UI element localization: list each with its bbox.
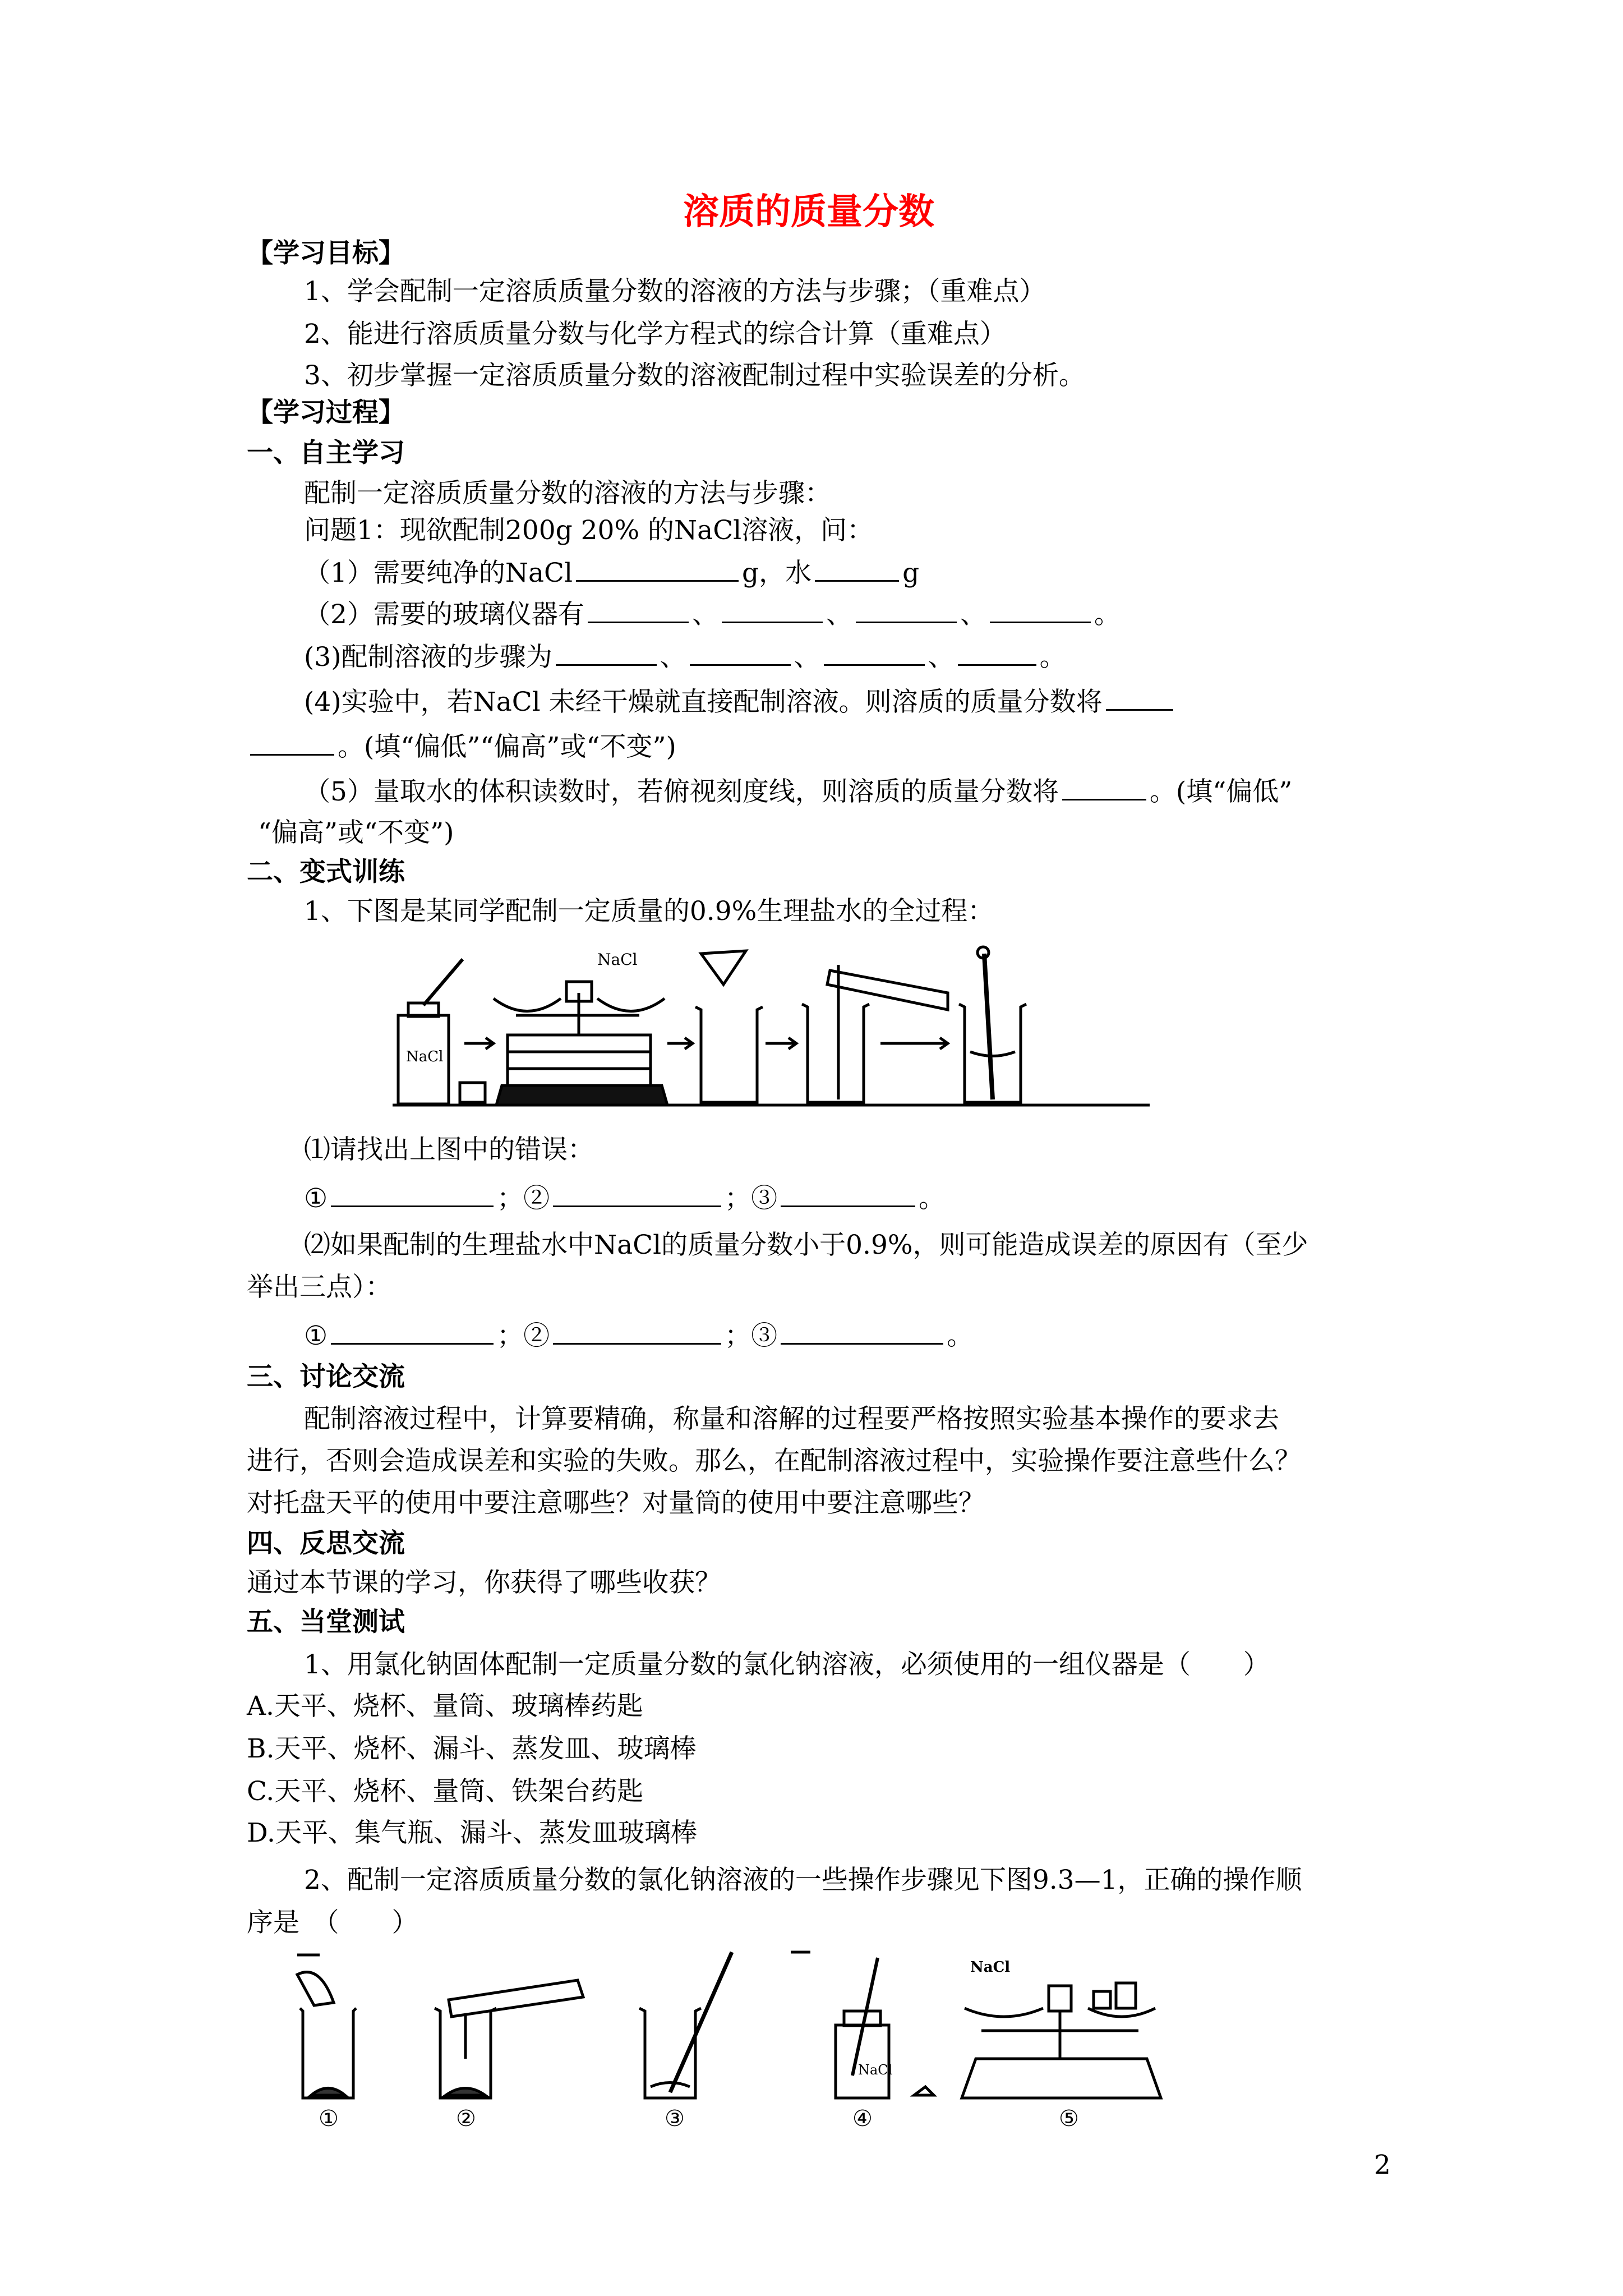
step3-beaker xyxy=(639,2008,701,2098)
balance xyxy=(494,950,667,1105)
s3-para-2: 进行，否则会造成误差和实验的失败。那么，在配制溶液过程中，实验操作要注意些什么？ xyxy=(247,1446,1301,1476)
reason-blank-2[interactable] xyxy=(553,1318,721,1345)
section-3-heading: 三、讨论交流 xyxy=(247,1361,405,1392)
saline-process-figure xyxy=(387,942,1155,1114)
s5-question-2b: 序是 （ ） xyxy=(247,1907,418,1938)
step-label-2: ② xyxy=(456,2106,476,2132)
operation-steps-svg xyxy=(280,1947,1200,2132)
bottle-label: NaCl xyxy=(406,1048,444,1065)
section-5-heading: 五、当堂测试 xyxy=(247,1607,405,1637)
s1-part-1-text-b: g，水 xyxy=(742,558,812,588)
process-heading: 【学习过程】 xyxy=(247,397,405,428)
s3-para-1: 配制溶液过程中，计算要精确，称量和溶解的过程要严格按照实验基本操作的要求去 xyxy=(304,1404,1279,1434)
rsn-end: 。 xyxy=(947,1320,974,1351)
bottle-cap xyxy=(460,1083,485,1102)
s4-para-1: 通过本节课的学习，你获得了哪些收获？ xyxy=(247,1567,721,1598)
glassware-blank-4[interactable] xyxy=(990,597,1091,623)
s1-part-5 xyxy=(304,774,1292,809)
s1-part-4-cont xyxy=(247,729,676,764)
goal-item-1: 1、学会配制一定溶质质量分数的溶液的方法与步骤；（重难点） xyxy=(304,276,1046,307)
error-blank-3[interactable] xyxy=(781,1181,915,1207)
step5-weight-1 xyxy=(1094,1991,1110,2008)
step2-cylinder xyxy=(449,1980,583,2017)
glassware-blank-3[interactable] xyxy=(856,597,957,623)
end-dot: 。 xyxy=(1094,599,1121,630)
sep-1: 、 xyxy=(691,599,718,630)
s1-part-4-text: (4)实验中，若NaCl 未经干燥就直接配制溶液。则溶质的质量分数将 xyxy=(304,687,1103,717)
goals-heading: 【学习目标】 xyxy=(247,238,405,269)
rsn-c1: ① xyxy=(304,1320,328,1351)
step-label-5: ⑤ xyxy=(1059,2106,1079,2132)
beaker-1 xyxy=(695,1007,763,1102)
section-1-heading: 一、自主学习 xyxy=(247,438,405,468)
step-blank-2[interactable] xyxy=(690,639,791,666)
step-label-4: ④ xyxy=(852,2106,873,2132)
step-label-3: ③ xyxy=(665,2106,685,2132)
rsn-c2: ；② xyxy=(497,1320,550,1351)
beaker-2 xyxy=(802,1004,869,1102)
s1-part-2-text: （2）需要的玻璃仪器有 xyxy=(304,599,584,630)
err-c2: ；② xyxy=(497,1183,550,1214)
dry-effect-blank-a[interactable] xyxy=(1106,684,1173,711)
arrow-4 xyxy=(880,1038,948,1049)
scale-label: NaCl xyxy=(597,950,638,969)
s1-part-4-text-b: 。(填“偏低”“偏高”或“不变”) xyxy=(338,731,676,762)
operation-steps-figure xyxy=(280,1947,1200,2132)
arrow-3 xyxy=(766,1038,796,1049)
step3-swirl xyxy=(651,2083,690,2087)
sep-4: 、 xyxy=(660,642,686,673)
s5-option-c: C.天平、烧杯、量筒、铁架台药匙 xyxy=(247,1776,644,1807)
arrow-2 xyxy=(667,1038,693,1049)
step5-base xyxy=(962,2059,1161,2098)
page-title: 溶质的质量分数 xyxy=(683,191,934,233)
page-number: 2 xyxy=(1374,2150,1391,2180)
end-dot-2: 。 xyxy=(1039,642,1066,673)
sep-2: 、 xyxy=(826,599,852,630)
step5-pan-left xyxy=(965,2008,1043,2017)
s5-question-1: 1、用氯化钠固体配制一定质量分数的氯化钠溶液，必须使用的一组仪器是（ ） xyxy=(304,1649,1270,1680)
s5-question-2a: 2、配制一定溶质质量分数的氯化钠溶液的一些操作步骤见下图9.3—1，正确的操作顺 xyxy=(304,1865,1302,1895)
s2-question-1: 1、下图是某同学配制一定质量的0.9%生理盐水的全过程： xyxy=(304,896,994,927)
s1-part-3 xyxy=(304,639,1066,674)
step4-spoon xyxy=(852,1958,878,2076)
goal-item-2: 2、能进行溶质质量分数与化学方程式的综合计算（重难点） xyxy=(304,319,1006,349)
section-2-heading: 二、变式训练 xyxy=(247,857,405,887)
step4-bottle-label: NaCl xyxy=(858,2062,893,2078)
read-effect-blank[interactable] xyxy=(1062,774,1146,800)
s2-sub-2b: 举出三点）： xyxy=(247,1272,392,1303)
step5-weight-2 xyxy=(1116,1983,1136,2008)
dry-effect-blank-b[interactable] xyxy=(250,729,334,756)
step-blank-1[interactable] xyxy=(556,639,657,666)
rsn-c3: ；③ xyxy=(725,1320,778,1351)
paper-pour-2 xyxy=(297,1972,334,2005)
goal-item-3: 3、初步掌握一定溶质质量分数的溶液配制过程中实验误差的分析。 xyxy=(304,360,1085,391)
s3-para-3: 对托盘天平的使用中要注意哪些？对量筒的使用中要注意哪些？ xyxy=(247,1488,985,1519)
err-c3: ；③ xyxy=(725,1183,778,1214)
step2-solid xyxy=(446,2088,485,2096)
error-blank-1[interactable] xyxy=(331,1181,494,1207)
s1-intro: 配制一定溶质质量分数的溶液的方法与步骤： xyxy=(304,478,831,509)
s2-sub-2a: ⑵如果配制的生理盐水中NaCl的质量分数小于0.9%，则可能造成误差的原因有（至少 xyxy=(304,1230,1308,1260)
step-label-1: ① xyxy=(319,2106,339,2132)
solution-surface xyxy=(970,1052,1015,1056)
measuring-cylinder xyxy=(827,970,948,1010)
s5-option-a: A.天平、烧杯、量筒、玻璃棒药匙 xyxy=(247,1691,643,1722)
sep-6: 、 xyxy=(928,642,955,673)
step1-beaker xyxy=(300,2008,356,2098)
s1-question-1: 问题1：现欲配制200g 20% 的NaCl溶液，问： xyxy=(304,515,874,546)
err-c1: ① xyxy=(304,1183,328,1214)
step-blank-4[interactable] xyxy=(958,639,1036,666)
saline-process-svg xyxy=(387,942,1155,1114)
s2-reasons-line xyxy=(304,1318,973,1353)
s2-errors-line xyxy=(304,1181,945,1216)
s1-part-1-text-a: （1）需要纯净的NaCl xyxy=(304,558,573,588)
err-end: 。 xyxy=(919,1183,946,1214)
reagent-bottle xyxy=(398,959,463,1104)
error-blank-2[interactable] xyxy=(553,1181,721,1207)
reason-blank-3[interactable] xyxy=(781,1318,943,1345)
nacl-mass-blank[interactable] xyxy=(576,555,739,582)
glassware-blank-2[interactable] xyxy=(722,597,823,623)
glassware-blank-1[interactable] xyxy=(588,597,689,623)
s1-part-5-text: （5）量取水的体积读数时，若俯视刻度线，则溶质的质量分数将 xyxy=(304,776,1059,807)
reason-blank-1[interactable] xyxy=(331,1318,494,1345)
water-mass-blank[interactable] xyxy=(815,555,899,582)
s1-part-1-text-c: g xyxy=(902,558,920,588)
s1-part-5-cont: “偏高”或“不变”) xyxy=(258,817,454,848)
step3-rod xyxy=(670,1952,732,2092)
step4-cap xyxy=(914,2087,934,2095)
s2-sub-1: ⑴请找出上图中的错误： xyxy=(304,1134,594,1165)
sep-3: 、 xyxy=(960,599,986,630)
s1-part-4 xyxy=(304,684,1177,719)
s1-part-3-text: (3)配制溶液的步骤为 xyxy=(304,642,552,673)
step-blank-3[interactable] xyxy=(824,639,925,666)
sep-5: 、 xyxy=(794,642,820,673)
s5-option-b: B.天平、烧杯、漏斗、蒸发皿、玻璃棒 xyxy=(247,1733,697,1764)
s1-part-1 xyxy=(304,555,919,590)
s1-part-5-text-b: 。(填“偏低” xyxy=(1149,776,1293,807)
paper-pour xyxy=(701,951,746,984)
s1-part-2 xyxy=(304,597,1121,632)
s5-option-d: D.天平、集气瓶、漏斗、蒸发皿玻璃棒 xyxy=(247,1818,697,1848)
step5-scale-label: NaCl xyxy=(970,1959,1011,1976)
thermometer xyxy=(984,954,993,1099)
arrow-1 xyxy=(464,1038,494,1049)
step1-solid xyxy=(311,2088,345,2096)
step5-pointer xyxy=(1049,1986,1071,2011)
section-4-heading: 四、反思交流 xyxy=(247,1528,405,1559)
